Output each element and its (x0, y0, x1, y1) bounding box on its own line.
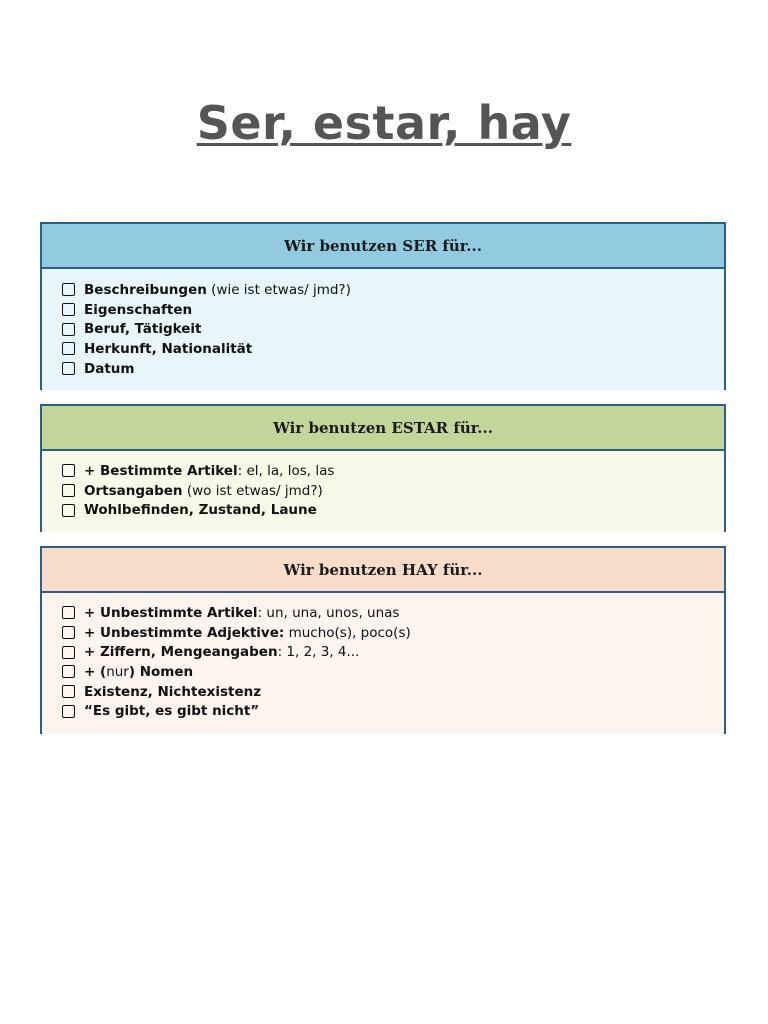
list-item (62, 300, 724, 320)
item-bold-text: + ( (84, 663, 107, 680)
ser-section-header: Wir benutzen SER für... (42, 224, 724, 269)
ser-section-list (42, 269, 724, 390)
list-item (62, 682, 724, 702)
list-item (62, 280, 724, 300)
item-text: : un, una, unos, unas (257, 604, 400, 621)
item-bold-text: Beruf, Tätigkeit (84, 321, 202, 338)
hay-section-header: Wir benutzen HAY für... (42, 548, 724, 593)
list-item (62, 319, 724, 339)
item-bold-text: Existenz, Nichtexistenz (84, 683, 262, 700)
list-item (62, 603, 724, 623)
list-item (62, 481, 724, 501)
page-title: Ser, estar, hay (196, 96, 572, 150)
list-item (62, 642, 724, 662)
list-item (62, 662, 724, 682)
checkbox-icon[interactable] (62, 464, 75, 477)
item-bold-text: + Unbestimmte Adjektive: (84, 624, 285, 641)
hay-section (40, 546, 726, 734)
item-bold-text: + Ziffern, Mengeangaben (84, 644, 278, 661)
checkbox-icon[interactable] (62, 646, 75, 659)
item-bold-text: Datum (84, 360, 135, 377)
checkbox-icon[interactable] (62, 504, 75, 517)
item-text: : 1, 2, 3, 4... (277, 644, 360, 661)
list-item (62, 339, 724, 359)
list-item (62, 623, 724, 643)
checkbox-icon[interactable] (62, 283, 75, 296)
estar-section-list (42, 451, 724, 532)
checkbox-icon[interactable] (62, 626, 75, 639)
list-item (62, 701, 724, 721)
item-text: : el, la, los, las (237, 462, 335, 479)
item-text: (wo ist etwas/ jmd?) (182, 482, 323, 499)
estar-section-header: Wir benutzen ESTAR für... (42, 406, 724, 451)
ser-section (40, 222, 726, 390)
item-bold-text: “Es gibt, es gibt nicht” (84, 703, 260, 720)
item-text: nur (106, 663, 129, 680)
item-bold-text: Ortsangaben (84, 482, 183, 499)
checkbox-icon[interactable] (62, 484, 75, 497)
hay-section-list (42, 593, 724, 734)
item-bold-text: ) Nomen (128, 663, 194, 680)
checkbox-icon[interactable] (62, 303, 75, 316)
checkbox-icon[interactable] (62, 342, 75, 355)
item-bold-text: Herkunft, Nationalität (84, 340, 253, 357)
item-text: mucho(s), poco(s) (284, 624, 411, 641)
item-bold-text: Wohlbefinden, Zustand, Laune (84, 502, 317, 519)
checkbox-icon[interactable] (62, 323, 75, 336)
estar-section (40, 404, 726, 532)
item-bold-text: Eigenschaften (84, 301, 193, 318)
checkbox-icon[interactable] (62, 362, 75, 375)
list-item (62, 500, 724, 520)
checkbox-icon[interactable] (62, 665, 75, 678)
checkbox-icon[interactable] (62, 685, 75, 698)
checkbox-icon[interactable] (62, 705, 75, 718)
list-item (62, 359, 724, 379)
item-text: (wie ist etwas/ jmd?) (206, 281, 351, 298)
item-bold-text: + Bestimmte Artikel (84, 462, 238, 479)
item-bold-text: + Unbestimmte Artikel (84, 604, 258, 621)
list-item (62, 461, 724, 481)
checkbox-icon[interactable] (62, 606, 75, 619)
item-bold-text: Beschreibungen (84, 281, 207, 298)
